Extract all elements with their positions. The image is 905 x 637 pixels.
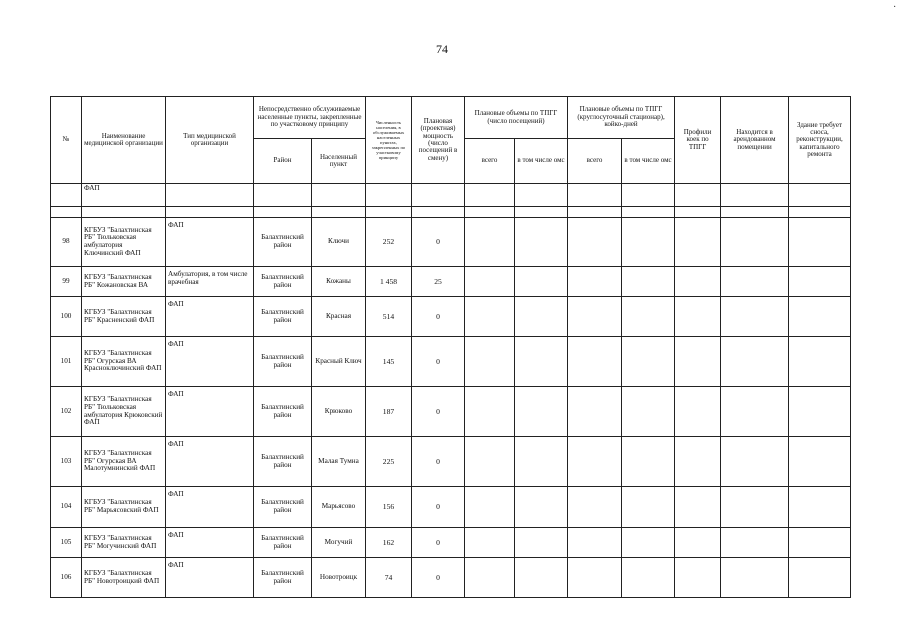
- cell-empty: [789, 387, 851, 437]
- cell-empty: [568, 207, 622, 218]
- cell-empty: [82, 207, 166, 218]
- cell-empty: [721, 267, 789, 297]
- cell-empty: [675, 207, 721, 218]
- table-row: [51, 437, 851, 487]
- cell-empty: [515, 528, 568, 558]
- cell-empty: [515, 387, 568, 437]
- cell-name: КГБУЗ "Балахтинская РБ" Тюльковская амбулатория Крюковский ФАП: [82, 387, 166, 437]
- cell-settlement: Крюково: [312, 387, 366, 437]
- cell-capacity: 0: [412, 297, 465, 337]
- cell-district: Балахтинский район: [254, 387, 312, 437]
- cell-empty: [568, 437, 622, 487]
- cell-empty: [675, 267, 721, 297]
- cell-empty: [622, 437, 675, 487]
- table-row-fap: [51, 184, 851, 207]
- cell-no: 101: [51, 337, 82, 387]
- cell-type: Амбулатория, в том числе врачебная: [166, 267, 254, 297]
- cell-population: 514: [366, 297, 412, 337]
- cell-empty: [721, 528, 789, 558]
- cell-empty: [465, 558, 515, 598]
- cell-empty: [675, 528, 721, 558]
- table-row: [51, 528, 851, 558]
- cell-district: Балахтинский район: [254, 267, 312, 297]
- cell-empty: [568, 337, 622, 387]
- header-row-1: [51, 97, 851, 139]
- header-visits-oms: в том числе омс: [515, 139, 568, 184]
- cell-empty: [515, 558, 568, 598]
- header-building: Здание требует сноса, реконструкции, капитального ремонта: [789, 97, 851, 184]
- cell-name: КГБУЗ "Балахтинская РБ" Новотроицкий ФАП: [82, 558, 166, 598]
- table-row: [51, 297, 851, 337]
- cell-empty: [675, 184, 721, 207]
- cell-name: КГБУЗ "Балахтинская РБ" Тюльковская амбулатория Ключинский ФАП: [82, 218, 166, 267]
- cell-empty: [515, 207, 568, 218]
- header-district: Район: [254, 139, 312, 184]
- cell-empty: [568, 218, 622, 267]
- cell-empty: [515, 184, 568, 207]
- cell-population: 252: [366, 218, 412, 267]
- cell-population: 187: [366, 387, 412, 437]
- header-visits-total: всего: [465, 139, 515, 184]
- cell-name: КГБУЗ "Балахтинская РБ" Кожановская ВА: [82, 267, 166, 297]
- cell-empty: [622, 337, 675, 387]
- header-profile-beds: Профили коек по ТПГГ: [675, 97, 721, 184]
- cell-empty: [789, 218, 851, 267]
- cell-empty: [465, 487, 515, 528]
- cell-empty: [622, 218, 675, 267]
- cell-empty: [721, 558, 789, 598]
- cell-empty: [366, 207, 412, 218]
- cell-empty: [465, 437, 515, 487]
- cell-empty: [465, 297, 515, 337]
- cell-population: 225: [366, 437, 412, 487]
- cell-empty: [675, 337, 721, 387]
- cell-empty: [465, 207, 515, 218]
- cell-type: ФАП: [166, 297, 254, 337]
- cell-empty: [789, 558, 851, 598]
- cell-district: Балахтинский район: [254, 297, 312, 337]
- cell-empty: [166, 207, 254, 218]
- cell-empty: [568, 267, 622, 297]
- cell-empty: [254, 207, 312, 218]
- cell-type: ФАП: [166, 528, 254, 558]
- table-row: [51, 218, 851, 267]
- cell-type: ФАП: [166, 558, 254, 598]
- cell-empty: [675, 558, 721, 598]
- cell-no: 100: [51, 297, 82, 337]
- cell-type: ФАП: [166, 218, 254, 267]
- cell-empty: [312, 207, 366, 218]
- cell-empty: [515, 297, 568, 337]
- cell-no: 98: [51, 218, 82, 267]
- cell-capacity: 0: [412, 218, 465, 267]
- cell-empty: [51, 207, 82, 218]
- cell-empty: [675, 437, 721, 487]
- cell-no: 105: [51, 528, 82, 558]
- header-beds-total: всего: [568, 139, 622, 184]
- header-rented: Находится в арендованном помещении: [721, 97, 789, 184]
- cell-empty: [568, 558, 622, 598]
- header-plan-visits: Плановые объемы по ТПГГ (число посещений): [465, 97, 568, 139]
- cell-type: ФАП: [166, 487, 254, 528]
- cell-settlement: Новотроицк: [312, 558, 366, 598]
- cell-name: КГБУЗ "Балахтинская РБ" Красненский ФАП: [82, 297, 166, 337]
- cell-settlement: Марьясово: [312, 487, 366, 528]
- cell-capacity: 25: [412, 267, 465, 297]
- cell-empty: [568, 487, 622, 528]
- cell-empty: [465, 387, 515, 437]
- cell-empty: [721, 487, 789, 528]
- cell-empty: [675, 218, 721, 267]
- header-settlement: Населенный пункт: [312, 139, 366, 184]
- header-population: Численность населения, в обслуживаемых населенных пунктах, закрепленных по участковому принципу: [366, 97, 412, 184]
- cell-no: 104: [51, 487, 82, 528]
- cell-district: Балахтинский район: [254, 218, 312, 267]
- table-row: [51, 267, 851, 297]
- cell-capacity: 0: [412, 487, 465, 528]
- cell-capacity: 0: [412, 337, 465, 387]
- cell-empty: [675, 487, 721, 528]
- cell-no: [51, 184, 82, 207]
- cell-empty: [721, 297, 789, 337]
- cell-empty: [721, 387, 789, 437]
- facilities-table: [50, 96, 851, 598]
- cell-empty: [465, 528, 515, 558]
- cell-empty: [789, 528, 851, 558]
- cell-no: 106: [51, 558, 82, 598]
- cell-empty: [789, 337, 851, 387]
- table-row: [51, 558, 851, 598]
- corner-mark: ·: [893, 2, 897, 13]
- cell-empty: [622, 297, 675, 337]
- cell-capacity: 0: [412, 558, 465, 598]
- cell-population: 145: [366, 337, 412, 387]
- cell-empty: [412, 184, 465, 207]
- cell-name: КГБУЗ "Балахтинская РБ" Марьясовский ФАП: [82, 487, 166, 528]
- cell-population: 156: [366, 487, 412, 528]
- cell-capacity: 0: [412, 437, 465, 487]
- cell-empty: [721, 218, 789, 267]
- cell-empty: [789, 487, 851, 528]
- cell-type: ФАП: [166, 437, 254, 487]
- cell-empty: [568, 528, 622, 558]
- cell-name: ФАП: [82, 184, 166, 207]
- cell-empty: [568, 387, 622, 437]
- cell-empty: [465, 337, 515, 387]
- table-row: [51, 337, 851, 387]
- cell-empty: [366, 184, 412, 207]
- cell-empty: [465, 184, 515, 207]
- header-no: №: [51, 97, 82, 184]
- cell-name: КГБУЗ "Балахтинская РБ" Огурская ВА Малотумнинский ФАП: [82, 437, 166, 487]
- cell-district: Балахтинский район: [254, 337, 312, 387]
- header-type: Тип медицинской организации: [166, 97, 254, 184]
- cell-empty: [721, 207, 789, 218]
- cell-no: 102: [51, 387, 82, 437]
- cell-empty: [789, 184, 851, 207]
- cell-empty: [568, 297, 622, 337]
- cell-empty: [789, 437, 851, 487]
- cell-empty: [721, 184, 789, 207]
- cell-empty: [568, 184, 622, 207]
- cell-empty: [465, 267, 515, 297]
- cell-empty: [675, 387, 721, 437]
- cell-settlement: Кожаны: [312, 267, 366, 297]
- cell-empty: [622, 528, 675, 558]
- cell-empty: [622, 387, 675, 437]
- header-beds-oms: в том числе омс: [622, 139, 675, 184]
- cell-empty: [312, 184, 366, 207]
- cell-population: 162: [366, 528, 412, 558]
- cell-type: ФАП: [166, 387, 254, 437]
- cell-settlement: Малая Тумна: [312, 437, 366, 487]
- cell-capacity: 0: [412, 387, 465, 437]
- cell-empty: [166, 184, 254, 207]
- cell-empty: [254, 184, 312, 207]
- cell-name: КГБУЗ "Балахтинская РБ" Огурская ВА Красноключинский ФАП: [82, 337, 166, 387]
- table-row: [51, 487, 851, 528]
- cell-empty: [515, 267, 568, 297]
- cell-empty: [515, 487, 568, 528]
- cell-no: 99: [51, 267, 82, 297]
- cell-settlement: Могучий: [312, 528, 366, 558]
- page-number: 74: [436, 42, 448, 56]
- cell-empty: [622, 207, 675, 218]
- header-name: Наименование медицинской организации: [82, 97, 166, 184]
- cell-empty: [675, 297, 721, 337]
- cell-empty: [412, 207, 465, 218]
- cell-name: КГБУЗ "Балахтинская РБ" Могучинский ФАП: [82, 528, 166, 558]
- cell-empty: [515, 218, 568, 267]
- cell-population: 1 458: [366, 267, 412, 297]
- cell-empty: [622, 487, 675, 528]
- cell-empty: [789, 267, 851, 297]
- cell-empty: [622, 558, 675, 598]
- cell-district: Балахтинский район: [254, 487, 312, 528]
- header-plan-beds: Плановые объемы по ТПГГ (круглосуточный стационар), койко-дней: [568, 97, 675, 139]
- table-row-spacer: [51, 207, 851, 218]
- header-capacity: Плановая (проектная) мощность (число посещений в смену): [412, 97, 465, 184]
- cell-capacity: 0: [412, 528, 465, 558]
- cell-settlement: Красная: [312, 297, 366, 337]
- cell-empty: [515, 437, 568, 487]
- cell-settlement: Красный Ключ: [312, 337, 366, 387]
- cell-type: ФАП: [166, 337, 254, 387]
- cell-settlement: Ключи: [312, 218, 366, 267]
- cell-empty: [622, 184, 675, 207]
- cell-district: Балахтинский район: [254, 558, 312, 598]
- cell-empty: [465, 218, 515, 267]
- cell-no: 103: [51, 437, 82, 487]
- cell-empty: [789, 207, 851, 218]
- cell-empty: [721, 437, 789, 487]
- table-row: [51, 387, 851, 437]
- cell-empty: [721, 337, 789, 387]
- cell-population: 74: [366, 558, 412, 598]
- cell-empty: [622, 267, 675, 297]
- header-served: Непосредственно обслуживаемые населенные пункты, закрепленные по участковому принципу: [254, 97, 366, 139]
- cell-district: Балахтинский район: [254, 528, 312, 558]
- cell-empty: [515, 337, 568, 387]
- cell-district: Балахтинский район: [254, 437, 312, 487]
- cell-empty: [789, 297, 851, 337]
